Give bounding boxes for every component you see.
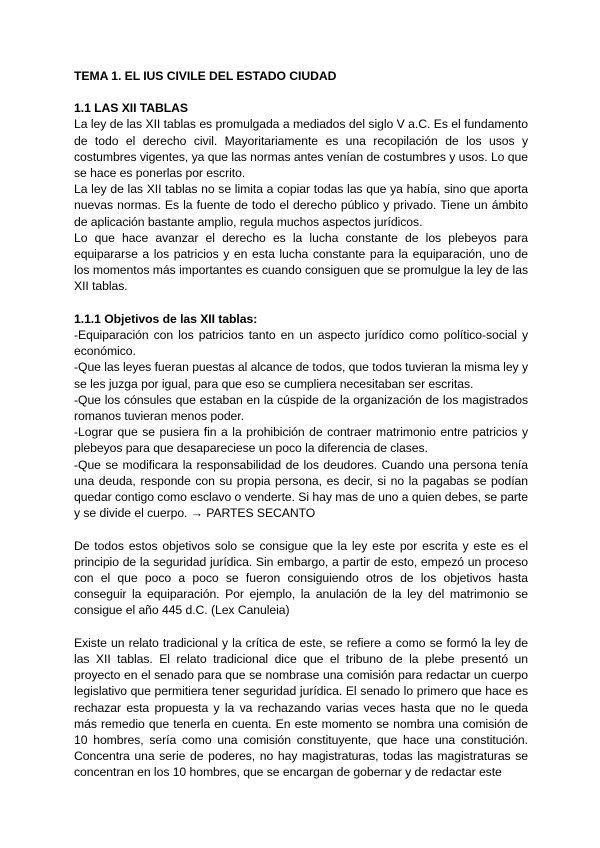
objectives-list <box>74 327 528 521</box>
list-item: -Que las leyes fueran puestas al alcance de todos, que todos tuvieran la misma ley y se les juzga por igual, para que eso se cumpliera necesitaban ser escritas. <box>74 360 528 391</box>
paragraph-promulgation: La ley de las XII tablas es promulgada a mediados del siglo V a.C. Es el fundamento de todo el derecho civil. Mayoritariamente es una recopilación de los usos y costumbres vigentes, ya que las normas antes venían de costumbres y usos. Lo que se hace es ponerlas por escrito. <box>74 117 528 181</box>
spacer <box>74 521 528 537</box>
paragraph-traditional-account: Existe un relato tradicional y la crítica de este, se refiere a como se formó la ley de las XII tablas. El relato tradicional dice que el tribuno de la plebe presentó un proyecto en el senado para que se nombrase una comisión para redactar un cuerpo legislativo que permitiera tener seguridad jurídica. El senado lo primero que hace es rechazar esta propuesta y la va rechazando varias veces hasta que no le queda más remedio que tenerla en cuenta. En este momento se nombra una comisión de 10 hombres, sería como una comisión constituyente, que hace una constitución. Concentra una serie de poderes, no hay magistraturas, todas las magistraturas se concentran en los 10 hombres, que se encargan de gobernar y de redactar este <box>74 635 528 780</box>
section-heading-objetivos: 1.1.1 Objetivos de las XII tablas: <box>74 311 258 326</box>
list-item: -Que los cónsules que estaban en la cúspide de la organización de los magistrados romanos tuvieran menos poder. <box>74 392 528 424</box>
document-page <box>74 68 528 781</box>
list-item: -Lograr que se pusiera fin a la prohibición de contraer matrimonio entre patricios y plebeyos para que desapareciese un poco la diferencia de clases. <box>74 425 528 456</box>
page-title: TEMA 1. EL IUS CIVILE DEL ESTADO CIUDAD <box>74 69 337 83</box>
list-item: -Que se modificara la responsabilidad de los deudores. Cuando una persona tenía una deuda, responde con su propia persona, es decir, si no la pagabas se podían quedar contigo como esclavo o venderte. Si hay mas de uno a quien debes, se parte y se divide el cuerpo. → PARTES SECANTO <box>74 457 528 521</box>
section-heading-las-xii-tablas: 1.1 LAS XII TABLAS <box>74 101 188 116</box>
list-item: -Equiparación con los patricios tanto en un aspecto jurídico como político-social y económico. <box>74 328 528 359</box>
spacer <box>74 295 528 311</box>
paragraph-plebeian-struggle: Lo que hace avanzar el derecho es la lucha constante de los plebeyos para equipararse a los patricios y en esta lucha constante para la equiparación, uno de los momentos más importantes es cuando consiguen que se promulgue la ley de las XII tablas. <box>74 230 528 294</box>
paragraph-new-norms: La ley de las XII tablas no se limita a copiar todas las que ya había, sino que aporta nuevas normas. Es la fuente de todo el derecho público y privado. Tiene un ámbito de aplicación bastante amplio, regula muchos aspectos jurídicos. <box>74 182 528 229</box>
paragraph-legal-certainty: De todos estos objetivos solo se consigue que la ley este por escrita y este es el principio de la seguridad jurídica. Sin embargo, a partir de esto, empezó un proceso con el que poco a poco se fueron consiguiendo otros de los objetivos hasta conseguir la equiparación. Por ejemplo, la anulación de la ley del matrimonio se consigue el año 445 d.C. (Lex Canuleia) <box>74 538 528 618</box>
spacer <box>74 619 528 635</box>
